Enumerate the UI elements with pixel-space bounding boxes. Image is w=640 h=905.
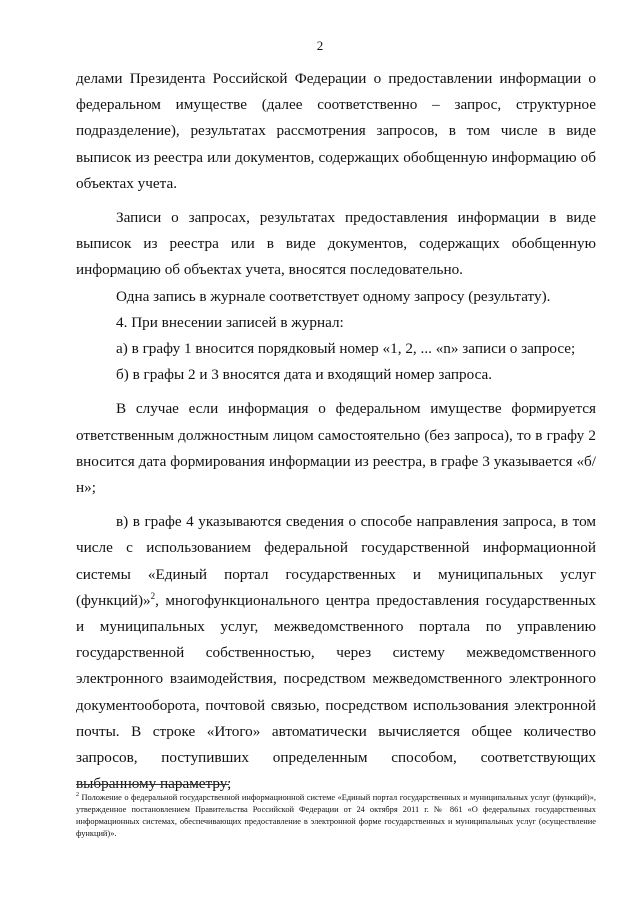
paragraph-item-4: 4. При внесении записей в журнал: xyxy=(116,313,344,331)
footnote-divider xyxy=(76,784,229,785)
paragraph-no-request-case: В случае если информация о федеральном имуществе формируется ответственным должностным лицом самостоятельно (без запроса), то в графу 2 вносится дата формирования информации из реестра, в графе 3 указывается «б/н»; xyxy=(76,400,596,497)
footnote xyxy=(76,792,596,840)
paragraph-item-v-part2: , многофункционального центра предоставления государственных и муниципальных услуг, межведомственного портала по управлению государственной собственностью, через систему межведомственного электронного взаимодействия, посредством межведомственного электронного документооборота, почтовой связью, посредством использования электронной почты. В строке «Итого» автоматически вычисляется общее количество запросов, поступивших определенным способом, соответствующих выбранному параметру; xyxy=(76,591,596,793)
footnote-text: Положение о федеральной государственной информационной системе «Единый портал государственных и муниципальных услуг (функций)», утвержденное постановлением Правительства Российской Федерации от 24 октября 2011 г. № 861 «О федеральных государственных информационных системах, обеспечивающих предоставление в электронной форме государственных и муниципальных услуг (осуществление функций)». xyxy=(76,793,596,838)
document-body xyxy=(76,66,596,797)
paragraph-item-a: а) в графу 1 вносится порядковый номер «1, 2, ... «n» записи о запросе; xyxy=(116,340,576,358)
footnote-reference: 2 xyxy=(150,590,156,601)
paragraph-item-v-part1: в) в графе 4 указываются сведения о способе направления запроса, в том числе с использованием федеральной государственной информационной системы «Единый портал государственных и муниципальных услуг (функций)» xyxy=(76,513,596,609)
footnote-mark: 2 xyxy=(76,792,79,799)
paragraph-item-b: б) в графы 2 и 3 вносятся дата и входящий номер запроса. xyxy=(116,366,493,384)
paragraph-one-record: Одна запись в журнале соответствует одному запросу (результату). xyxy=(116,287,551,305)
paragraph-item-v xyxy=(76,509,596,797)
paragraph-records: Записи о запросах, результатах предоставления информации в виде выписок из реестра или в виде документов, содержащих обобщенную информацию об объектах учета, вносятся последовательно. xyxy=(76,209,596,279)
paragraph-continuation: делами Президента Российской Федерации о предоставлении информации о федеральном имуществе (далее соответственно – запрос, структурное подразделение), результатах рассмотрения запросов, в том числе в виде выписок из реестра или документов, содержащих обобщенную информацию об объектах учета. xyxy=(76,70,596,192)
page-number: 2 xyxy=(316,38,324,53)
